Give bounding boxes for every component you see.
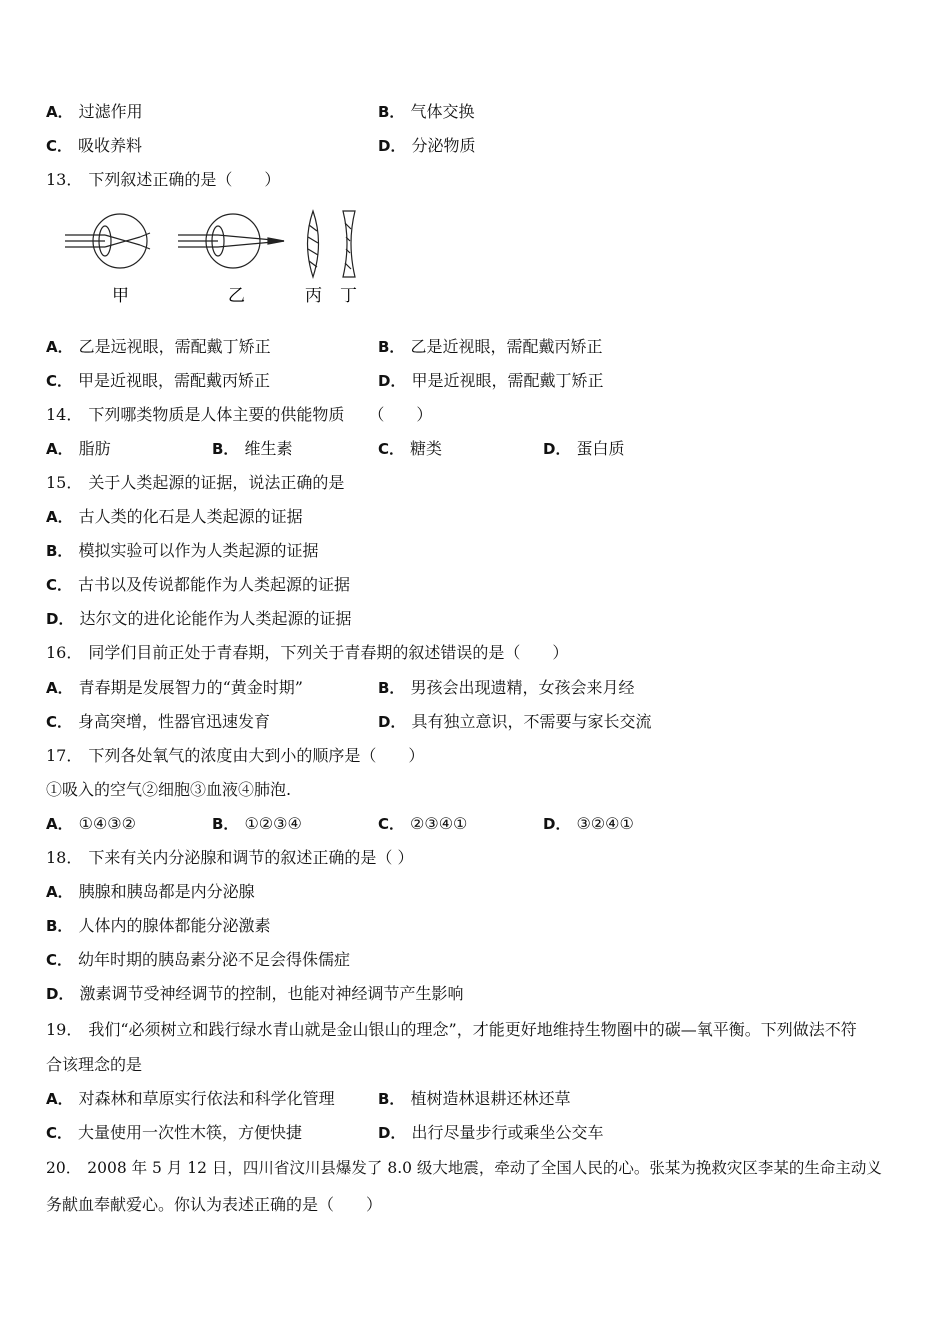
q18-option-b [46,916,270,936]
option-text: ①④③② [78,814,136,833]
figure-label-ding: 丁 [340,286,357,306]
option-text: 具有独立意识，不需要与家长交流 [411,712,652,731]
q14-option-a [46,439,111,459]
eye-jia-icon [65,214,150,268]
option-text: 幼年时期的胰岛素分泌不足会得侏儒症 [78,950,351,969]
q12-option-b [378,102,474,122]
option-text: 激素调节受神经调节的控制，也能对神经调节产生影响 [79,984,464,1003]
q12-option-c [46,136,142,156]
option-text: 胰腺和胰岛都是内分泌腺 [78,882,255,901]
eye-lens-figure [60,205,370,310]
option-text: 男孩会出现遗精，女孩会来月经 [410,678,635,697]
option-text: 模拟实验可以作为人类起源的证据 [78,541,319,560]
option-text: 达尔文的进化论能作为人类起源的证据 [79,609,352,628]
question-number: 18． [46,848,83,867]
question-text: 下列哪类物质是人体主要的供能物质 （ ） [88,405,433,424]
q14-option-b [212,439,292,459]
option-letter: D． [378,713,406,731]
q15-stem [46,473,344,493]
option-letter: C． [46,372,73,390]
q19-option-c [46,1123,302,1143]
option-letter: A． [46,1090,73,1108]
q20-stem [46,1158,882,1178]
option-letter: A． [46,103,73,121]
q15-option-a [46,507,303,527]
q20-stem-cont: 务献血奉献爱心。你认为表述正确的是（ ） [46,1195,383,1214]
option-text: 蛋白质 [576,439,625,458]
option-letter: B． [46,542,73,560]
option-text: 出行尽量步行或乘坐公交车 [411,1123,604,1142]
option-letter: A． [46,508,73,526]
eye-lens-diagram [60,205,370,310]
question-text: 下列各处氧气的浓度由大到小的顺序是（ ） [88,746,425,765]
option-letter: C． [378,815,405,833]
option-letter: A． [46,440,73,458]
q19-stem [46,1020,857,1040]
option-text: 植树造林退耕还林还草 [410,1089,571,1108]
q18-option-a [46,882,255,902]
convex-lens-icon [308,211,319,277]
question-number: 14． [46,405,83,424]
option-text: ③②④① [576,814,634,833]
question-number: 15． [46,473,83,492]
q13-option-a [46,337,271,357]
option-letter: D． [543,815,571,833]
option-text: ②③④① [410,814,468,833]
question-text: 关于人类起源的证据，说法正确的是 [88,473,345,492]
question-text: 同学们目前正处于青春期，下列关于青春期的叙述错误的是（ ） [88,643,569,662]
option-letter: A． [46,679,73,697]
option-text: 大量使用一次性木筷，方便快捷 [78,1123,303,1142]
question-text: 下列叙述正确的是（ ） [88,170,281,189]
q19-option-d [378,1123,603,1143]
q17-option-b [212,814,302,834]
option-letter: D． [46,985,74,1003]
q12-option-a [46,102,143,122]
option-text: 乙是远视眼，需配戴丁矫正 [78,337,271,356]
q15-option-d [46,609,351,629]
q13-option-b [378,337,602,357]
option-text: 人体内的腺体都能分泌激素 [78,916,271,935]
q18-stem [46,848,413,868]
option-letter: D． [543,440,571,458]
q19-option-b [378,1089,570,1109]
question-number: 16． [46,643,83,662]
question-number: 13． [46,170,83,189]
option-letter: C． [46,713,73,731]
option-text: 古书以及传说都能作为人类起源的证据 [78,575,351,594]
option-letter: D． [378,372,406,390]
option-letter: C． [46,951,73,969]
q17-option-d [543,814,634,834]
q14-stem [46,405,432,425]
option-letter: B． [212,440,239,458]
q13-option-d [378,371,603,391]
question-number: 17． [46,746,83,765]
option-letter: D． [46,610,74,628]
option-letter: C． [378,440,405,458]
option-letter: C． [46,1124,73,1142]
option-text: 古人类的化石是人类起源的证据 [78,507,303,526]
q18-option-c [46,950,350,970]
option-letter: C． [46,576,73,594]
option-letter: C． [46,137,73,155]
figure-label-jia: 甲 [112,286,129,306]
question-text: 下来有关内分泌腺和调节的叙述正确的是（ ） [88,848,414,867]
option-letter: D． [378,137,406,155]
question-number: 19． [46,1020,83,1039]
q19-stem-cont: 合该理念的是 [46,1055,143,1074]
option-text: 吸收养料 [78,136,143,155]
eye-yi-icon [178,214,284,268]
q16-option-a [46,678,303,698]
q17-option-a [46,814,136,834]
option-text: 维生素 [244,439,293,458]
figure-label-yi: 乙 [228,286,245,306]
question-text: 我们“必须树立和践行绿水青山就是金山银山的理念”，才能更好地维持生物圈中的碳—氧平衡。下列做法不符 [88,1020,857,1039]
q14-option-d [543,439,624,459]
question-number: 20． [46,1159,82,1177]
option-text: ①②③④ [244,814,302,833]
option-letter: B． [212,815,239,833]
option-letter: A． [46,883,73,901]
q13-stem [46,170,280,190]
option-letter: B． [378,338,405,356]
q16-option-b [378,678,634,698]
option-text: 对森林和草原实行依法和科学化管理 [78,1089,335,1108]
q14-option-c [378,439,442,459]
q18-option-d [46,984,463,1004]
figure-label-bing: 丙 [305,286,322,306]
option-letter: B． [378,679,405,697]
question-text: 2008 年 5 月 12 日，四川省汶川县爆发了 8.0 级大地震，牵动了全国人民的心。张某为挽救灾区李某的生命主动义 [87,1159,882,1177]
option-letter: B． [378,1090,405,1108]
option-text: 脂肪 [78,439,111,458]
option-text: 分泌物质 [411,136,476,155]
q17-option-c [378,814,467,834]
option-letter: B． [378,103,405,121]
option-text: 糖类 [410,439,443,458]
q15-option-b [46,541,318,561]
option-text: 青春期是发展智力的“黄金时期” [78,678,303,697]
option-text: 身高突增，性器官迅速发育 [78,712,271,731]
option-text: 甲是近视眼，需配戴丙矫正 [78,371,271,390]
q16-stem [46,643,568,663]
option-letter: B． [46,917,73,935]
option-text: 乙是近视眼，需配戴丙矫正 [410,337,603,356]
q12-option-d [378,136,475,156]
q16-option-c [46,712,270,732]
option-text: 甲是近视眼，需配戴丁矫正 [411,371,604,390]
option-text: 气体交换 [410,102,475,121]
q17-sub: ①吸入的空气②细胞③血液④肺泡. [46,780,292,799]
q17-stem [46,746,424,766]
concave-lens-icon [343,211,355,277]
q15-option-c [46,575,350,595]
option-letter: A． [46,815,73,833]
q19-option-a [46,1089,335,1109]
q16-option-d [378,712,651,732]
q13-option-c [46,371,270,391]
option-letter: D． [378,1124,406,1142]
option-letter: A． [46,338,73,356]
option-text: 过滤作用 [78,102,143,121]
